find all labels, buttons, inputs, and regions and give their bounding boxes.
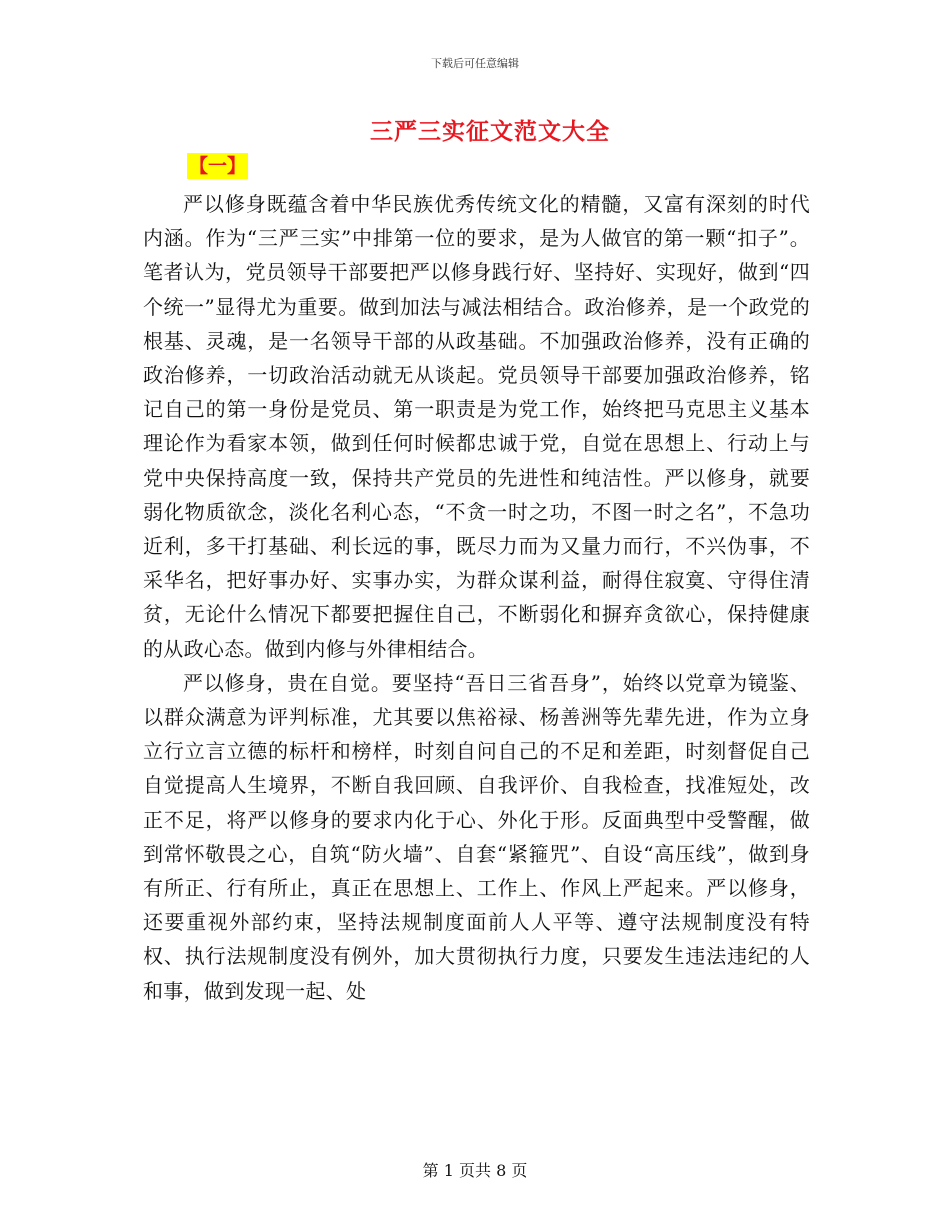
page-number: 第 1 页共 8 页 xyxy=(422,1161,528,1180)
section-label: 【一】 xyxy=(189,155,247,177)
header-note: 下载后可任意编辑 xyxy=(431,57,519,70)
paragraph: 严以修身既蕴含着中华民族优秀传统文化的精髓，又富有深刻的时代内涵。作为“三严三实”中排第一位的要求，是为人做官的第一颗“扣子”。笔者认为，党员领导干部要把严以修身践行好、坚持好、实现好，做到“四个统一”显得尤为重要。做到加法与减法相结合。政治修养，是一个政党的根基、灵魂，是一名领导干部的从政基础。不加强政治修养，没有正确的政治修养，一切政治活动就无从谈起。党员领导干部要加强政治修养，铭记自己的第一身份是党员、第一职责是为党工作，始终把马克思主义基本理论作为看家本领，做到任何时候都忠诚于党，自觉在思想上、行动上与党中央保持高度一致，保持共产党员的先进性和纯洁性。严以修身，就要弱化物质欲念，淡化名利心态，“不贪一时之功，不图一时之名”，不急功近利，多干打基础、利长远的事，既尽力而为又量力而行，不兴伪事，不采华名，把好事办好、实事办实，为群众谋利益，耐得住寂寞、守得住清贫，无论什么情况下都要把握住自己，不断弱化和摒弃贪欲心，保持健康的从政心态。做到内修与外律相结合。 xyxy=(143,192,810,661)
document-body xyxy=(143,187,810,1008)
paragraph: 严以修身，贵在自觉。要坚持“吾日三省吾身”，始终以党章为镜鉴、以群众满意为评判标准，尤其要以焦裕禄、杨善洲等先辈先进，作为立身立行立言立德的标杆和榜样，时刻自问自己的不足和差距，时刻督促自己自觉提高人生境界，不断自我回顾、自我评价、自我检查，找准短处，改正不足，将严以修身的要求内化于心、外化于形。反面典型中受警醒，做到常怀敬畏之心，自筑“防火墙”、自套“紧箍咒”、自设“高压线”，做到身有所正、行有所止，真正在思想上、工作上、作风上严起来。严以修身，还要重视外部约束，坚持法规制度面前人人平等、遵守法规制度没有特权、执行法规制度没有例外，加大贯彻执行力度，只要发生违法违纪的人和事，做到发现一起、处 xyxy=(143,670,810,1003)
document-title: 三严三实征文范文大全 xyxy=(370,118,610,145)
